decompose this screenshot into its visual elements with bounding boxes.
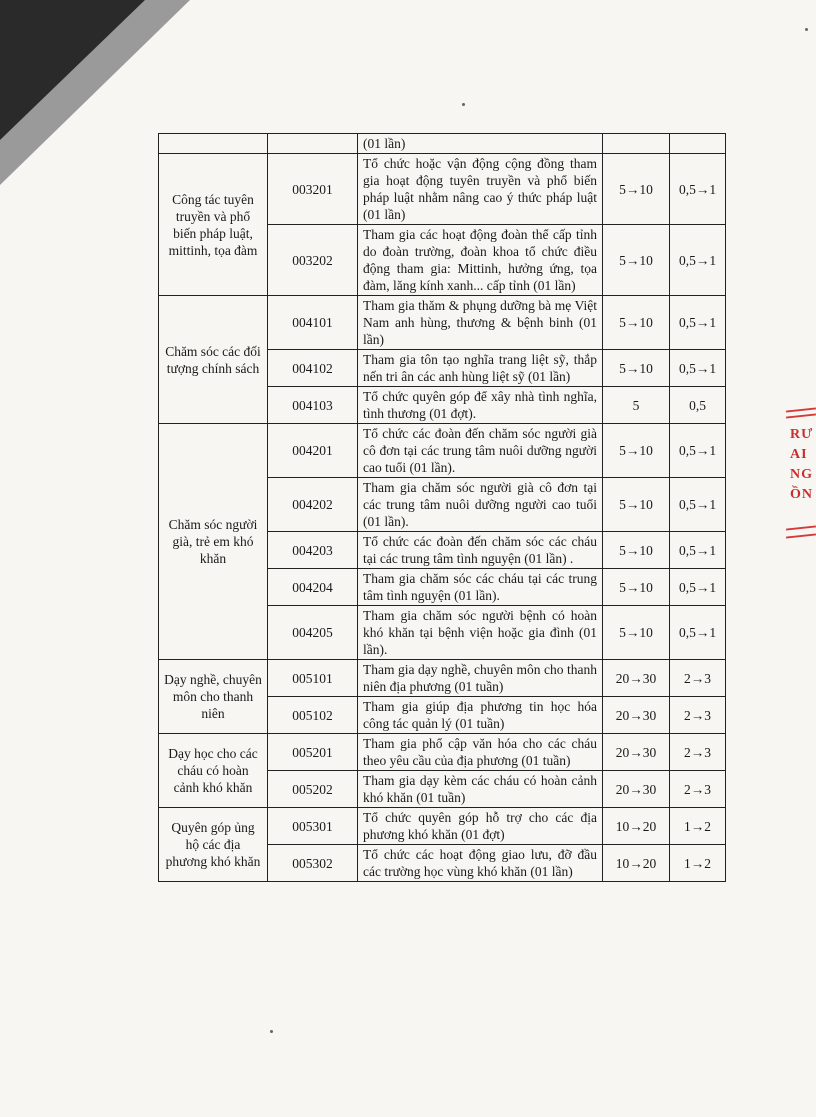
category-cell: Chăm sóc các đối tượng chính sách bbox=[159, 296, 268, 424]
table-row bbox=[159, 296, 726, 350]
description-cell: Tham gia chăm sóc các cháu tại các trung tâm tình nguyện (01 lần). bbox=[358, 569, 603, 606]
score-cell: 0,5→1 bbox=[670, 478, 726, 532]
table-row bbox=[159, 424, 726, 478]
score-cell: 0,5→1 bbox=[670, 606, 726, 660]
range-cell: 5→10 bbox=[603, 424, 670, 478]
score-cell: 2→3 bbox=[670, 771, 726, 808]
code-cell: 004102 bbox=[268, 350, 358, 387]
description-cell: Tổ chức quyên góp hỗ trợ cho các địa phương khó khăn (01 đợt) bbox=[358, 808, 603, 845]
stamp-text-line: ỒN bbox=[790, 487, 813, 502]
category-cell: Dạy nghề, chuyên môn cho thanh niên bbox=[159, 660, 268, 734]
table-body bbox=[159, 134, 726, 882]
score-cell: 0,5→1 bbox=[670, 350, 726, 387]
range-cell: 5→10 bbox=[603, 225, 670, 296]
score-cell: 1→2 bbox=[670, 808, 726, 845]
stamp-text-line: AI bbox=[790, 447, 808, 462]
description-cell: Tham gia tôn tạo nghĩa trang liệt sỹ, thắp nến tri ân các anh hùng liệt sỹ (01 lần) bbox=[358, 350, 603, 387]
description-cell: (01 lần) bbox=[358, 134, 603, 154]
range-cell: 5→10 bbox=[603, 296, 670, 350]
range-cell: 5→10 bbox=[603, 154, 670, 225]
code-cell: 003201 bbox=[268, 154, 358, 225]
range-cell: 5→10 bbox=[603, 532, 670, 569]
range-cell bbox=[603, 134, 670, 154]
table-row bbox=[159, 734, 726, 771]
code-cell: 004204 bbox=[268, 569, 358, 606]
score-cell bbox=[670, 134, 726, 154]
range-cell: 20→30 bbox=[603, 771, 670, 808]
description-cell: Tham gia chăm sóc người bệnh có hoàn khó khăn tại bệnh viện hoặc gia đình (01 lần). bbox=[358, 606, 603, 660]
score-cell: 0,5→1 bbox=[670, 569, 726, 606]
code-cell: 005202 bbox=[268, 771, 358, 808]
description-cell: Tổ chức quyên góp để xây nhà tình nghĩa, tình thương (01 đợt). bbox=[358, 387, 603, 424]
code-cell: 004205 bbox=[268, 606, 358, 660]
red-stamp-edge bbox=[780, 405, 816, 550]
category-cell: Dạy học cho các cháu có hoàn cảnh khó khăn bbox=[159, 734, 268, 808]
code-cell: 004201 bbox=[268, 424, 358, 478]
scan-speck bbox=[462, 103, 465, 106]
code-cell: 004202 bbox=[268, 478, 358, 532]
range-cell: 5 bbox=[603, 387, 670, 424]
score-cell: 0,5→1 bbox=[670, 532, 726, 569]
stamp-text-line: RƯ bbox=[790, 427, 814, 442]
page-corner-shadow bbox=[0, 0, 145, 140]
code-cell: 005302 bbox=[268, 845, 358, 882]
code-cell bbox=[268, 134, 358, 154]
score-cell: 0,5→1 bbox=[670, 296, 726, 350]
scan-speck bbox=[805, 28, 808, 31]
table-row bbox=[159, 660, 726, 697]
score-cell: 0,5→1 bbox=[670, 154, 726, 225]
scan-speck bbox=[270, 1030, 273, 1033]
code-cell: 005101 bbox=[268, 660, 358, 697]
code-cell: 005102 bbox=[268, 697, 358, 734]
table-row bbox=[159, 134, 726, 154]
range-cell: 5→10 bbox=[603, 350, 670, 387]
description-cell: Tham gia phổ cập văn hóa cho các cháu theo yêu cầu của địa phương (01 tuần) bbox=[358, 734, 603, 771]
score-cell: 0,5 bbox=[670, 387, 726, 424]
category-cell bbox=[159, 134, 268, 154]
description-cell: Tổ chức các đoàn đến chăm sóc các cháu tại các trung tâm tình nguyện (01 lần) . bbox=[358, 532, 603, 569]
score-cell: 0,5→1 bbox=[670, 424, 726, 478]
range-cell: 10→20 bbox=[603, 808, 670, 845]
table-row bbox=[159, 808, 726, 845]
description-cell: Tham gia dạy kèm các cháu có hoàn cảnh khó khăn (01 tuần) bbox=[358, 771, 603, 808]
score-cell: 2→3 bbox=[670, 660, 726, 697]
category-cell: Quyên góp ủng hộ các địa phương khó khăn bbox=[159, 808, 268, 882]
code-cell: 003202 bbox=[268, 225, 358, 296]
code-cell: 004103 bbox=[268, 387, 358, 424]
description-cell: Tham gia chăm sóc người già cô đơn tại các trung tâm nuôi dưỡng người cao tuổi (01 lần). bbox=[358, 478, 603, 532]
score-cell: 2→3 bbox=[670, 697, 726, 734]
code-cell: 004101 bbox=[268, 296, 358, 350]
range-cell: 20→30 bbox=[603, 734, 670, 771]
code-cell: 004203 bbox=[268, 532, 358, 569]
range-cell: 20→30 bbox=[603, 660, 670, 697]
category-cell: Chăm sóc người già, trẻ em khó khăn bbox=[159, 424, 268, 660]
description-cell: Tổ chức các đoàn đến chăm sóc người già cô đơn tại các trung tâm nuôi dưỡng người cao tuổi (01 lần). bbox=[358, 424, 603, 478]
code-cell: 005301 bbox=[268, 808, 358, 845]
score-cell: 2→3 bbox=[670, 734, 726, 771]
range-cell: 5→10 bbox=[603, 569, 670, 606]
activity-score-table bbox=[158, 133, 726, 882]
code-cell: 005201 bbox=[268, 734, 358, 771]
description-cell: Tham gia thăm & phụng dưỡng bà mẹ Việt Nam anh hùng, thương & bệnh binh (01 lần) bbox=[358, 296, 603, 350]
description-cell: Tham gia giúp địa phương tin học hóa công tác quản lý (01 tuần) bbox=[358, 697, 603, 734]
description-cell: Tổ chức các hoạt động giao lưu, đỡ đầu các trường học vùng khó khăn (01 lần) bbox=[358, 845, 603, 882]
range-cell: 20→30 bbox=[603, 697, 670, 734]
score-cell: 0,5→1 bbox=[670, 225, 726, 296]
table-row bbox=[159, 154, 726, 225]
stamp-text-line: NG bbox=[790, 467, 813, 482]
description-cell: Tổ chức hoặc vận động cộng đồng tham gia hoạt động tuyên truyền và phổ biến pháp luật nhằm nâng cao ý thức pháp luật (01 lần) bbox=[358, 154, 603, 225]
score-cell: 1→2 bbox=[670, 845, 726, 882]
range-cell: 5→10 bbox=[603, 606, 670, 660]
category-cell: Công tác tuyên truyền và phổ biến pháp luật, mittinh, tọa đàm bbox=[159, 154, 268, 296]
description-cell: Tham gia các hoạt động đoàn thể cấp tỉnh do đoàn trường, đoàn khoa tổ chức điều động tham gia: Mittinh, hưởng ứng, tọa đàm, lăng kính xanh... cấp tỉnh (01 lần) bbox=[358, 225, 603, 296]
description-cell: Tham gia dạy nghề, chuyên môn cho thanh niên địa phương (01 tuần) bbox=[358, 660, 603, 697]
range-cell: 5→10 bbox=[603, 478, 670, 532]
range-cell: 10→20 bbox=[603, 845, 670, 882]
